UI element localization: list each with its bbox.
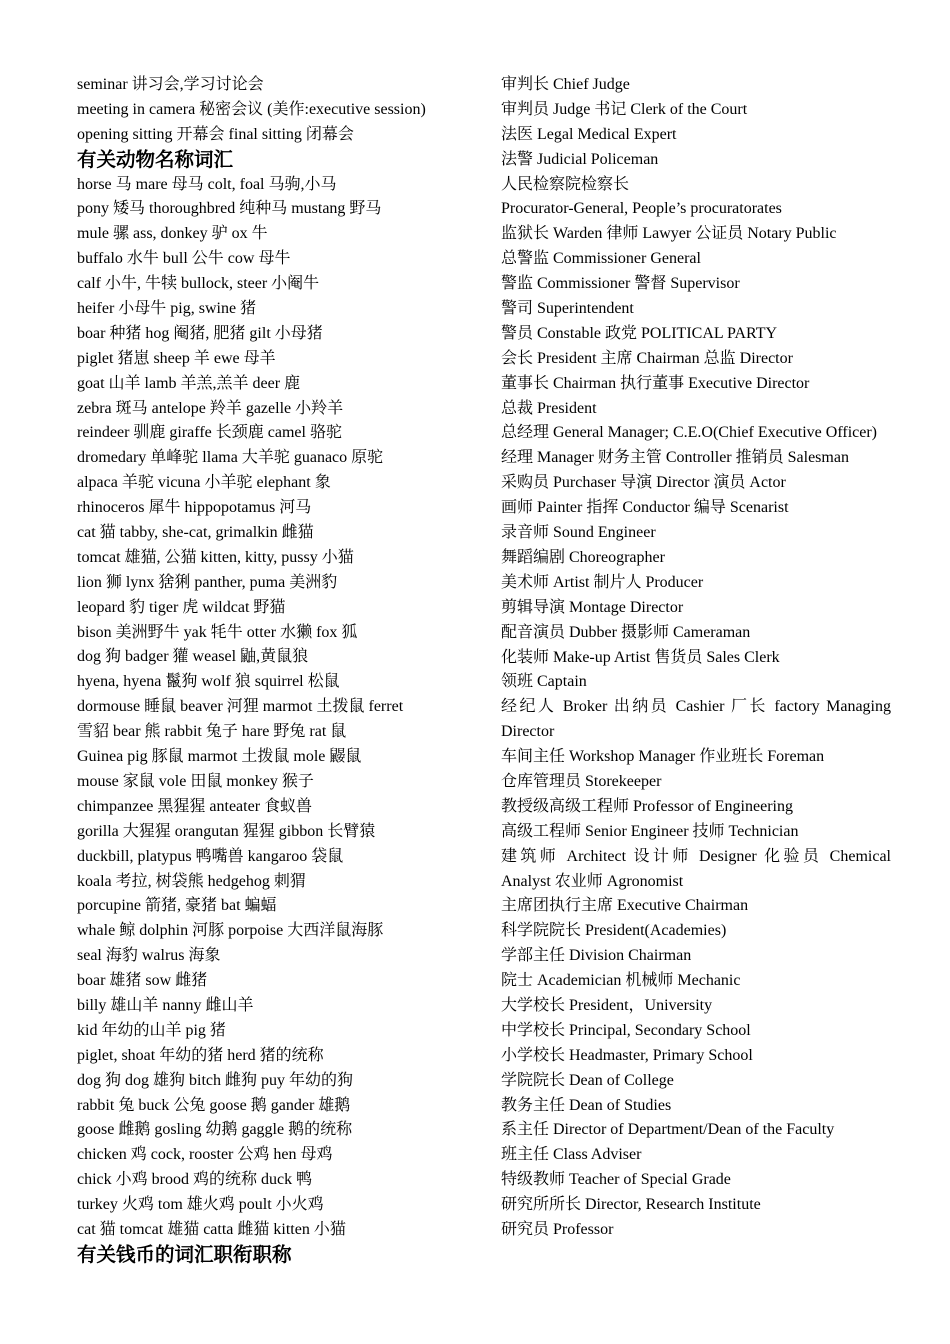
vocab-line: 警司 Superintendent — [501, 300, 634, 318]
vocab-line: 领班 Captain — [501, 673, 587, 691]
vocab-line: alpaca 羊驼 vicuna 小羊驼 elephant 象 — [77, 474, 331, 492]
vocab-line: 美术师 Artist 制片人 Producer — [501, 573, 704, 591]
vocab-line: boar 雄猪 sow 雌猪 — [77, 972, 208, 990]
vocab-line: 建筑师 Architect 设计师 Designer 化验员 Chemical Analyst 农业师 Agronomist — [501, 847, 891, 890]
vocab-line: 审判长 Chief Judge — [501, 76, 630, 93]
vocab-line: 剪辑导演 Montage Director — [501, 598, 684, 616]
vocab-line: 录音师 Sound Engineer — [501, 524, 656, 542]
vocab-line: dormouse 睡鼠 beaver 河狸 marmot 土拨鼠 ferret — [77, 698, 404, 716]
vocab-line: 总经理 General Manager; C.E.O(Chief Executive Officer) — [501, 424, 878, 442]
vocab-line: 采购员 Purchaser 导演 Director 演员 Actor — [501, 474, 786, 492]
vocab-line: 研究员 Professor — [501, 1221, 614, 1239]
vocab-line: piglet, shoat 年幼的猪 herd 猪的统称 — [77, 1046, 324, 1064]
vocab-line: chick 小鸡 brood 鸡的统称 duck 鸭 — [77, 1171, 313, 1189]
vocab-line: 审判员 Judge 书记 Clerk of the Court — [501, 100, 748, 118]
vocab-line: 法医 Legal Medical Expert — [501, 125, 677, 143]
vocab-line: rhinoceros 犀牛 hippopotamus 河马 — [77, 499, 312, 517]
vocab-line: 学部主任 Division Chairman — [501, 947, 692, 965]
vocab-line: 雪貂 bear 熊 rabbit 兔子 hare 野兔 rat 鼠 — [77, 723, 347, 741]
vocab-line: chicken 鸡 cock, rooster 公鸡 hen 母鸡 — [77, 1146, 333, 1164]
vocab-line: dog 狗 badger 獾 weasel 鼬,黄鼠狼 — [77, 648, 309, 666]
vocab-line: 大学校长 President，University — [501, 997, 713, 1015]
vocab-line: turkey 火鸡 tom 雄火鸡 poult 小火鸡 — [77, 1196, 324, 1214]
vocab-line: Guinea pig 豚鼠 marmot 土拨鼠 mole 鼹鼠 — [77, 748, 362, 766]
vocab-line: hyena, hyena 鬣狗 wolf 狼 squirrel 松鼠 — [77, 673, 340, 691]
vocab-line: horse 马 mare 母马 colt, foal 马驹,小马 — [77, 175, 337, 193]
vocab-line: lion 狮 lynx 猞猁 panther, puma 美洲豹 — [77, 573, 338, 591]
vocab-line: dog 狗 dog 雄狗 bitch 雌狗 puy 年幼的狗 — [77, 1071, 353, 1089]
vocab-line: 监狱长 Warden 律师 Lawyer 公证员 Notary Public — [501, 225, 837, 243]
vocab-line: 警员 Constable 政党 POLITICAL PARTY — [501, 324, 778, 342]
vocab-line: 系主任 Director of Department/Dean of the Faculty — [501, 1121, 835, 1139]
vocab-line: 学院院长 Dean of College — [501, 1071, 674, 1089]
vocab-line: goat 山羊 lamb 羊羔,羔羊 deer 鹿 — [77, 374, 301, 392]
vocab-line: cat 猫 tabby, she-cat, grimalkin 雌猫 — [77, 524, 314, 542]
vocab-line: 舞蹈编剧 Choreographer — [501, 548, 665, 566]
vocab-line: 院士 Academician 机械师 Mechanic — [501, 972, 741, 990]
vocab-line: 人民检察院检察长 — [501, 175, 630, 193]
vocab-line: calf 小牛, 牛犊 bullock, steer 小阉牛 — [77, 275, 320, 293]
vocab-line: 研究所所长 Director, Research Institute — [501, 1196, 761, 1214]
vocab-line: 配音演员 Dubber 摄影师 Cameraman — [501, 623, 751, 641]
vocab-line: bison 美洲野牛 yak 牦牛 otter 水獭 fox 狐 — [77, 623, 358, 641]
vocab-line: billy 雄山羊 nanny 雌山羊 — [77, 996, 254, 1014]
vocab-line: goose 雌鹅 gosling 幼鹅 gaggle 鹅的统称 — [77, 1121, 353, 1139]
vocab-line: boar 种猪 hog 阉猪, 肥猪 gilt 小母猪 — [77, 324, 323, 342]
vocab-line: cat 猫 tomcat 雄猫 catta 雌猫 kitten 小猫 — [77, 1220, 346, 1238]
vocab-line: kid 年幼的山羊 pig 猪 — [77, 1021, 226, 1039]
vocab-line: 小学校长 Headmaster, Primary School — [501, 1046, 753, 1064]
vocab-line: 警监 Commissioner 警督 Supervisor — [501, 275, 740, 293]
vocab-line: mouse 家鼠 vole 田鼠 monkey 猴子 — [77, 772, 314, 790]
vocab-line: porcupine 箭猪, 豪猪 bat 蝙蝠 — [77, 897, 277, 915]
vocab-line: 法警 Judicial Policeman — [501, 150, 659, 168]
vocab-line: 董事长 Chairman 执行董事 Executive Director — [501, 374, 810, 392]
vocab-line: opening sitting 开幕会 final sitting 闭幕会 — [77, 125, 354, 143]
section-heading: 有关钱币的词汇职衔职称 — [77, 1242, 292, 1266]
vocab-line: zebra 斑马 antelope 羚羊 gazelle 小羚羊 — [77, 399, 344, 417]
vocab-line: 总警监 Commissioner General — [501, 250, 701, 268]
vocab-line: seal 海豹 walrus 海象 — [77, 947, 221, 965]
vocab-line: duckbill, platypus 鸭嘴兽 kangaroo 袋鼠 — [77, 847, 344, 865]
vocab-line: 经纪人 Broker 出纳员 Cashier 厂长 factory Managing Director — [501, 698, 891, 741]
vocab-line: heifer 小母牛 pig, swine 猪 — [77, 300, 257, 318]
vocab-line: leopard 豹 tiger 虎 wildcat 野猫 — [77, 598, 286, 616]
vocab-line: dromedary 单峰驼 llama 大羊驼 guanaco 原驼 — [77, 449, 384, 467]
right-column — [501, 73, 891, 1243]
vocab-line: 科学院院长 President(Academies) — [501, 922, 727, 940]
vocab-line: pony 矮马 thoroughbred 纯种马 mustang 野马 — [77, 200, 382, 218]
vocab-line: 画师 Painter 指挥 Conductor 编导 Scenarist — [501, 499, 789, 517]
vocab-line: 中学校长 Principal, Secondary School — [501, 1021, 751, 1039]
vocab-line: 高级工程师 Senior Engineer 技师 Technician — [501, 822, 799, 840]
vocab-line: 总裁 President — [501, 399, 597, 417]
left-column — [77, 73, 477, 1268]
vocab-line: reindeer 驯鹿 giraffe 长颈鹿 camel 骆驼 — [77, 424, 342, 442]
vocab-line: 车间主任 Workshop Manager 作业班长 Foreman — [501, 748, 825, 766]
vocab-line: buffalo 水牛 bull 公牛 cow 母牛 — [77, 250, 291, 268]
vocab-line: tomcat 雄猫, 公猫 kitten, kitty, pussy 小猫 — [77, 548, 354, 566]
vocab-line: rabbit 兔 buck 公兔 goose 鹅 gander 雄鹅 — [77, 1096, 351, 1114]
vocab-line: 班主任 Class Adviser — [501, 1146, 642, 1164]
section-heading: 有关动物名称词汇 — [77, 147, 234, 171]
vocab-line: piglet 猪崽 sheep 羊 ewe 母羊 — [77, 349, 276, 367]
vocab-line: 教务主任 Dean of Studies — [501, 1096, 672, 1114]
vocab-line: 仓库管理员 Storekeeper — [501, 772, 662, 790]
vocab-line: 主席团执行主席 Executive Chairman — [501, 897, 749, 915]
vocab-line: 教授级高级工程师 Professor of Engineering — [501, 797, 793, 815]
vocab-line: whale 鲸 dolphin 河豚 porpoise 大西洋鼠海豚 — [77, 922, 384, 940]
vocab-line: 化装师 Make-up Artist 售货员 Sales Clerk — [501, 648, 780, 666]
vocab-line: 特级教师 Teacher of Special Grade — [501, 1171, 731, 1189]
vocab-line: chimpanzee 黑猩猩 anteater 食蚁兽 — [77, 797, 313, 815]
vocab-line: meeting in camera 秘密会议 (美作:executive session) — [77, 100, 426, 118]
vocab-line: mule 骡 ass, donkey 驴 ox 牛 — [77, 225, 268, 243]
vocab-line: Procurator-General, People’s procuratorates — [501, 200, 782, 218]
vocab-line: koala 考拉, 树袋熊 hedgehog 刺猬 — [77, 872, 306, 890]
vocab-line: 会长 President 主席 Chairman 总监 Director — [501, 349, 793, 367]
vocab-line: gorilla 大猩猩 orangutan 猩猩 gibbon 长臂猿 — [77, 822, 376, 840]
vocab-line: 经理 Manager 财务主管 Controller 推销员 Salesman — [501, 449, 849, 467]
vocab-line: seminar 讲习会,学习讨论会 — [77, 76, 264, 93]
